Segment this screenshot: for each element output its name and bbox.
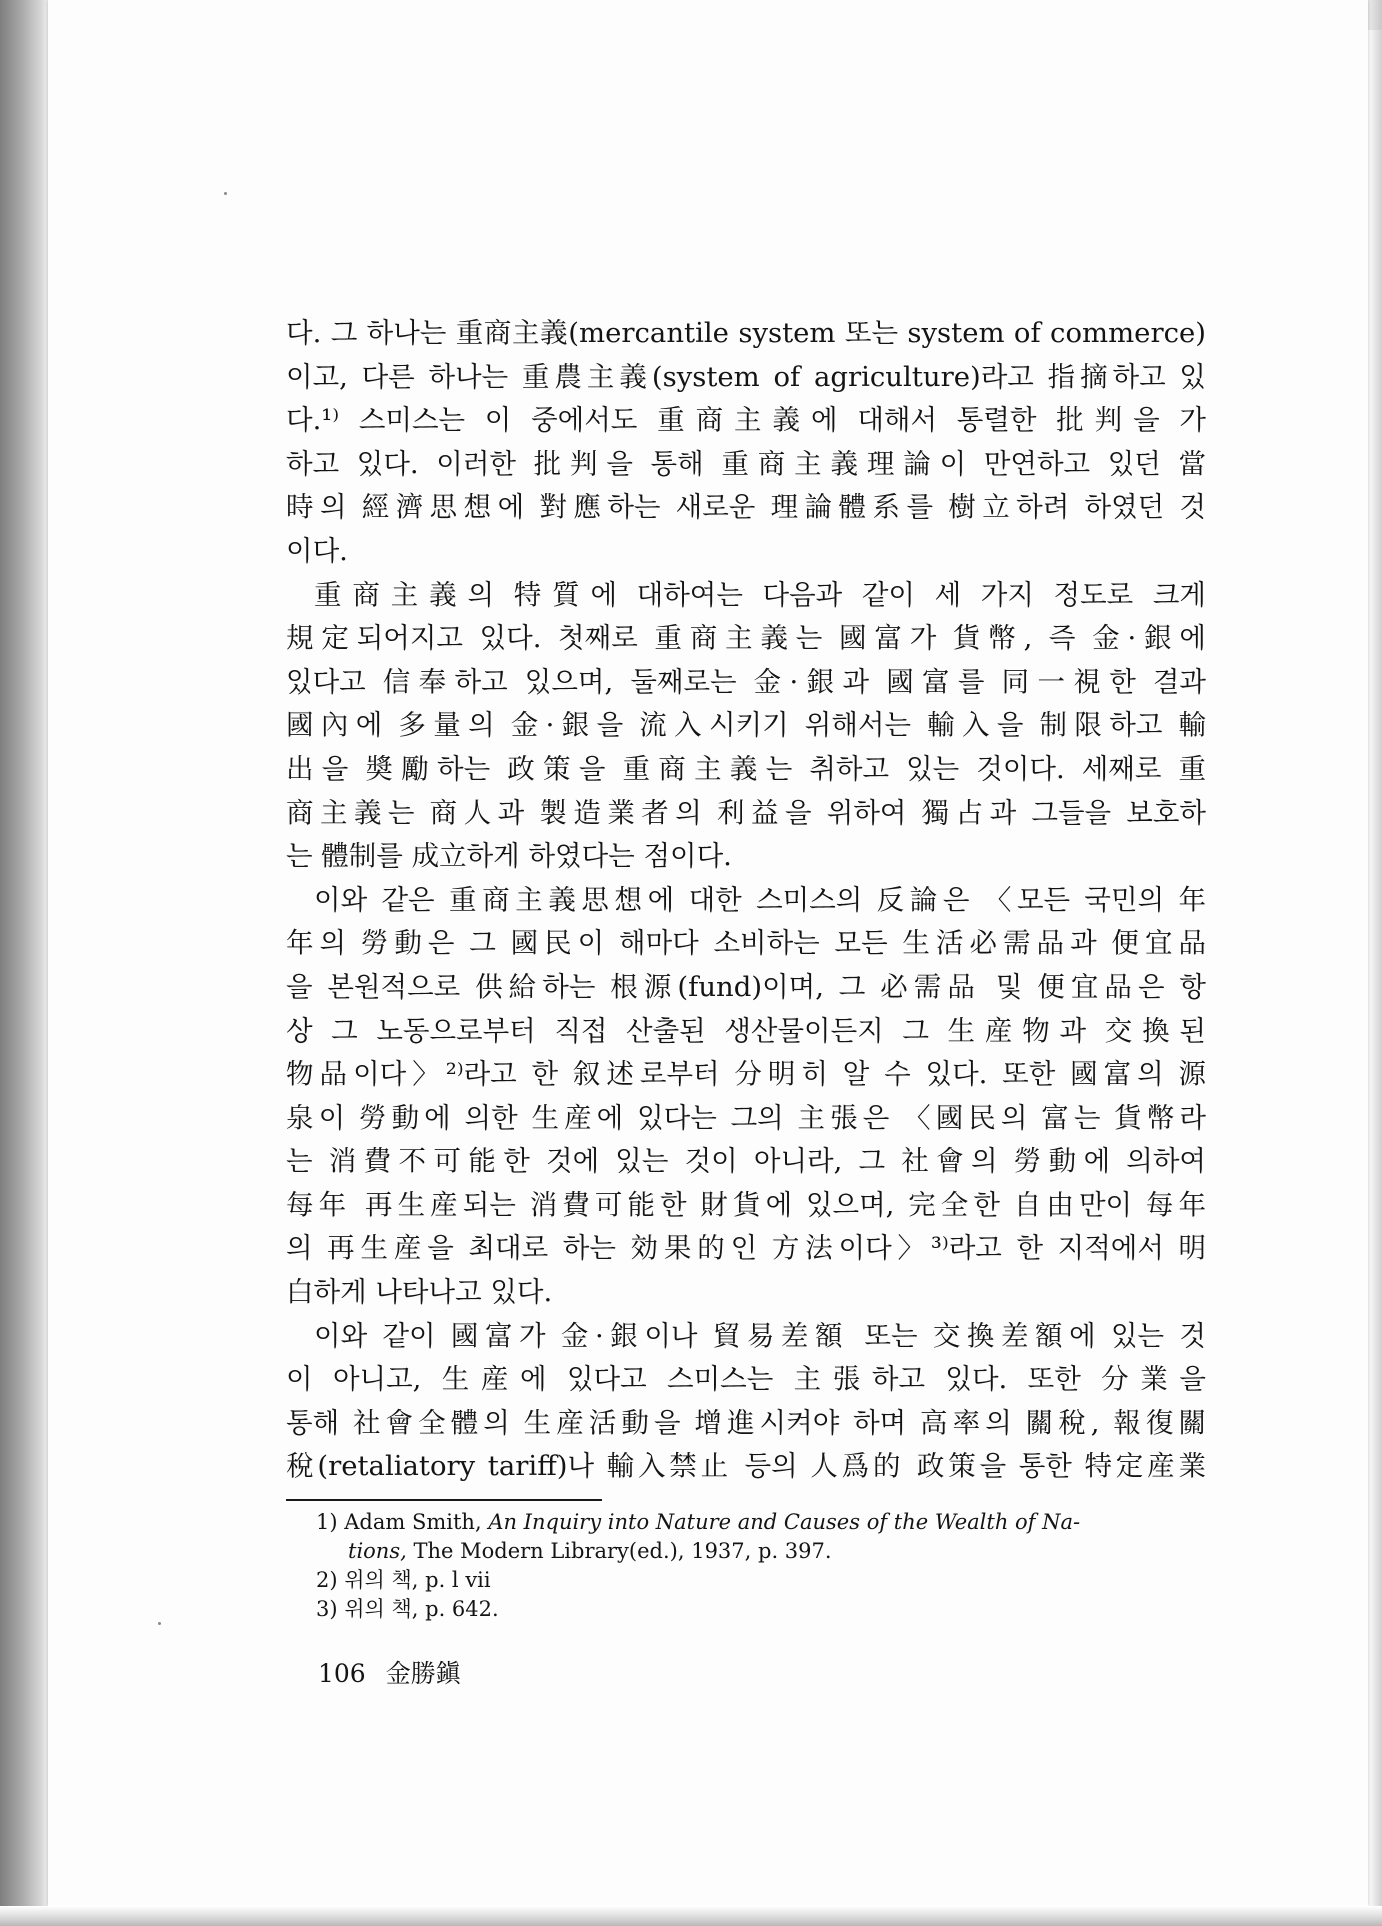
- text-line: 出을 奬勵하는 政策을 重商主義는 취하고 있는 것이다. 세째로 重: [286, 752, 1206, 785]
- footnote-1: [316, 1508, 1216, 1537]
- text-line: 每年 再生産되는 消費可能한 財貨에 있으며, 完全한 自由만이 每年: [286, 1188, 1206, 1221]
- text-line: 하고 있다. 이러한 批判을 통해 重商主義理論이 만연하고 있던 當: [286, 447, 1206, 480]
- text-line: 을 본원적으로 供給하는 根源(fund)이며, 그 必需品 및 便宜品은 항: [286, 970, 1206, 1003]
- text-line: 있다고 信奉하고 있으며, 둘째로는 金·銀과 國富를 同一視한 결과: [286, 665, 1206, 698]
- text-line: 는 體制를 成立하게 하였다는 점이다.: [286, 840, 732, 873]
- footnote-3: [316, 1595, 1216, 1624]
- footnote-title-cont: tions,: [348, 1539, 407, 1563]
- footnote-1-continued: [316, 1537, 1216, 1566]
- footnote-marker: 2): [316, 1568, 338, 1592]
- text-line: 이고, 다른 하나는 重農主義(system of agriculture)라고 指摘하고 있: [286, 360, 1206, 393]
- footnote-title: An Inquiry into Nature and Causes of the Wealth of Na-: [488, 1510, 1081, 1534]
- text-line: 重商主義의 特質에 대하여는 다음과 같이 세 가지 정도로 크게: [314, 578, 1206, 611]
- scan-speck: [158, 1622, 161, 1625]
- footnote-marker: 3): [316, 1597, 338, 1621]
- text-line: 이와 같이 國富가 金·銀이나 貿易差額 또는 交換差額에 있는 것: [314, 1319, 1206, 1352]
- text-line: 다.¹⁾ 스미스는 이 중에서도 重商主義에 대해서 통렬한 批判을 가: [286, 404, 1206, 437]
- page-folio: [318, 1654, 481, 1690]
- text-line: 商主義는 商人과 製造業者의 利益을 위하여 獨占과 그들을 보호하: [286, 796, 1206, 829]
- text-line: 年의 勞動은 그 國民이 해마다 소비하는 모든 生活必需品과 便宜品: [286, 927, 1206, 960]
- text-line: 이 아니고, 生産에 있다고 스미스는 主張하고 있다. 또한 分業을: [286, 1363, 1206, 1396]
- text-line: 白하게 나타나고 있다.: [286, 1276, 553, 1309]
- text-line: 物品이다〉²⁾라고 한 叙述로부터 分明히 알 수 있다. 또한 國富의 源: [286, 1058, 1206, 1091]
- book-spine-shadow: [0, 0, 48, 1926]
- page-bottom-edge: [0, 1906, 1382, 1926]
- text-line: 다. 그 하나는 重商主義(mercantile system 또는 system of commerce): [286, 317, 1206, 349]
- body-text: [286, 312, 1206, 1489]
- text-line: 泉이 勞動에 의한 生産에 있다는 그의 主張은 〈國民의 富는 貨幣라: [286, 1101, 1206, 1134]
- text-line: 規定되어지고 있다. 첫째로 重商主義는 國富가 貨幣, 즉 金·銀에: [286, 622, 1206, 655]
- scan-speck: [224, 192, 227, 195]
- footnote-divider: [286, 1499, 602, 1501]
- footnote-text: 위의 책, p. 642.: [344, 1597, 499, 1621]
- footnote-author: Adam Smith,: [344, 1510, 482, 1534]
- footnote-2: [316, 1566, 1216, 1595]
- text-line: 의 再生産을 최대로 하는 効果的인 方法이다〉³⁾라고 한 지적에서 明: [286, 1232, 1206, 1265]
- running-author: 金勝鎭: [385, 1659, 461, 1688]
- footnote-publisher: The Modern Library(ed.), 1937, p. 397.: [413, 1539, 832, 1563]
- text-line: 는 消費不可能한 것에 있는 것이 아니라, 그 社會의 勞動에 의하여: [286, 1145, 1206, 1178]
- text-line: 이다.: [286, 534, 348, 567]
- text-line: 통해 社會全體의 生産活動을 增進시켜야 하며 高率의 關稅, 報復關: [286, 1406, 1206, 1439]
- page-edge-right: [1368, 0, 1382, 1926]
- footnotes: [316, 1508, 1216, 1624]
- text-line: 時의 經濟思想에 對應하는 새로운 理論體系를 樹立하려 하였던 것: [286, 491, 1206, 524]
- text-line: 상 그 노동으로부터 직접 산출된 생산물이든지 그 生産物과 交換된: [286, 1014, 1206, 1047]
- text-line: 稅(retaliatory tariff)나 輸入禁止 등의 人爲的 政策을 통한 特定産業: [286, 1450, 1206, 1483]
- footnote-marker: 1): [316, 1510, 338, 1534]
- text-line: 이와 같은 重商主義思想에 대한 스미스의 反論은 〈모든 국민의 年: [314, 883, 1206, 916]
- footnote-text: 위의 책, p. l vii: [344, 1568, 491, 1592]
- page-number: 106: [318, 1659, 366, 1688]
- text-line: 國內에 多量의 金·銀을 流入시키기 위해서는 輸入을 制限하고 輸: [286, 709, 1206, 742]
